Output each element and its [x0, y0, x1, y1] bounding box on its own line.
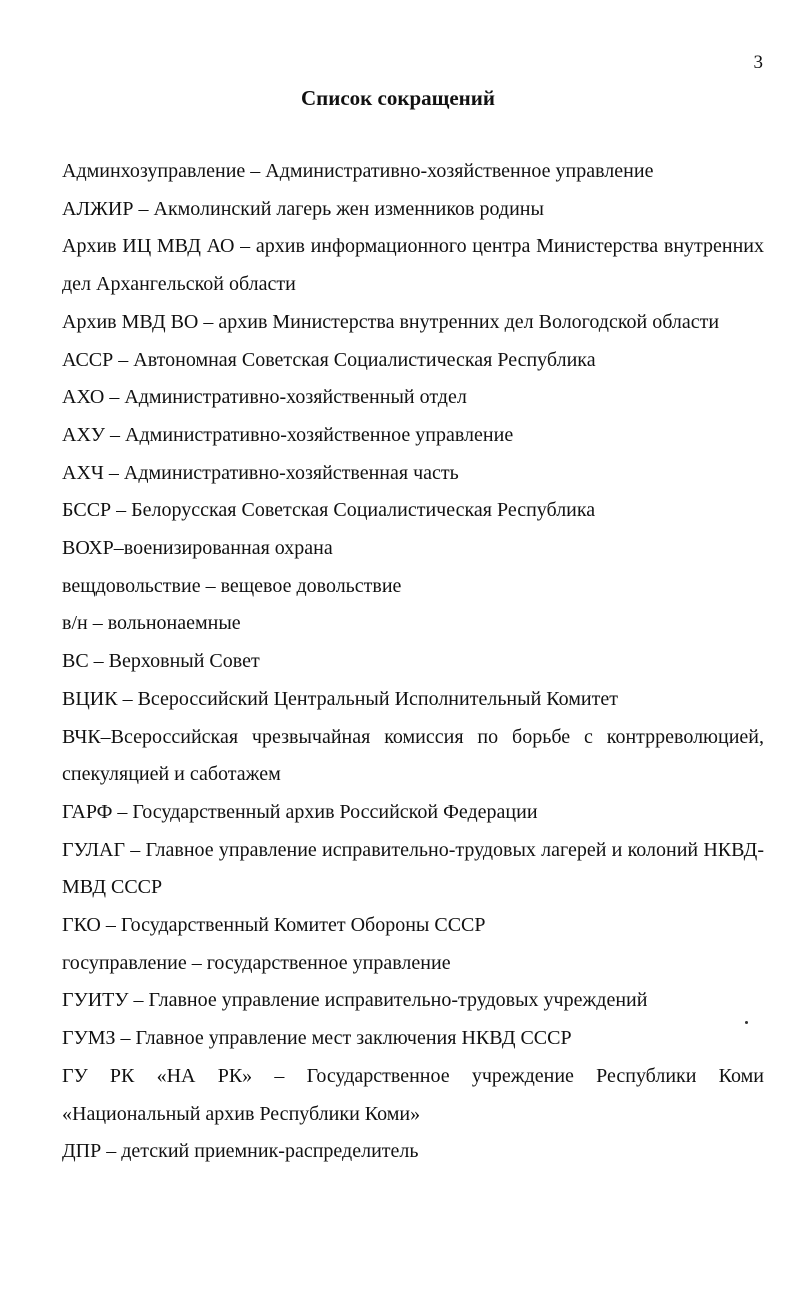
abbreviation-entry: ГУИТУ – Главное управление исправительно-трудовых учреждений — [62, 989, 648, 1012]
abbreviation-entry: АССР – Автономная Советская Социалистическая Республика — [62, 348, 596, 371]
abbreviation-entry: ВОХР–военизированная охрана — [62, 537, 333, 560]
abbreviation-entry: ГУМЗ – Главное управление мест заключения НКВД СССР — [62, 1027, 572, 1050]
abbreviation-entry: БССР – Белорусская Советская Социалистическая Республика — [62, 499, 596, 522]
abbreviation-entry: АХО – Административно-хозяйственный отдел — [62, 386, 467, 409]
abbreviation-entry: ГКО – Государственный Комитет Обороны СССР — [62, 914, 486, 937]
abbreviation-list — [62, 153, 764, 1171]
abbreviation-entry: ВЧК–Всероссийская чрезвычайная комиссия по борьбе с контрреволюцией, спекуляцией и саботажем — [62, 725, 764, 786]
abbreviation-entry: Архив МВД ВО – архив Министерства внутренних дел Вологодской области — [62, 310, 720, 333]
abbreviation-entry: ВЦИК – Всероссийский Центральный Исполнительный Комитет — [62, 687, 618, 710]
abbreviation-entry: ДПР – детский приемник-распределитель — [62, 1140, 419, 1163]
page-number: 3 — [753, 52, 763, 73]
page-title: Список сокращений — [301, 86, 495, 110]
abbreviation-entry: АХЧ – Административно-хозяйственная часть — [62, 461, 459, 484]
abbreviation-entry: Архив ИЦ МВД АО – архив информационного центра Министерства внутренних дел Архангельской области — [62, 235, 764, 296]
abbreviation-entry: вещдовольствие – вещевое довольствие — [62, 574, 402, 597]
abbreviation-entry: ГУЛАГ – Главное управление исправительно-трудовых лагерей и колоний НКВД-МВД СССР — [62, 838, 764, 899]
abbreviation-entry: госуправление – государственное управление — [62, 951, 451, 974]
abbreviation-entry: ГАРФ – Государственный архив Российской Федерации — [62, 800, 538, 823]
abbreviation-entry: ГУ РК «НА РК» – Государственное учреждение Республики Коми «Национальный архив Республики Коми» — [62, 1064, 764, 1125]
abbreviation-entry: ВС – Верховный Совет — [62, 650, 260, 673]
abbreviation-entry: Админхозуправление – Административно-хозяйственное управление — [62, 160, 654, 182]
abbreviation-entry: в/н – вольнонаемные — [62, 612, 241, 635]
abbreviation-entry: АХУ – Административно-хозяйственное управление — [62, 423, 514, 446]
scan-speck — [745, 1021, 748, 1024]
abbreviation-entry: АЛЖИР – Акмолинский лагерь жен изменников родины — [62, 197, 544, 220]
